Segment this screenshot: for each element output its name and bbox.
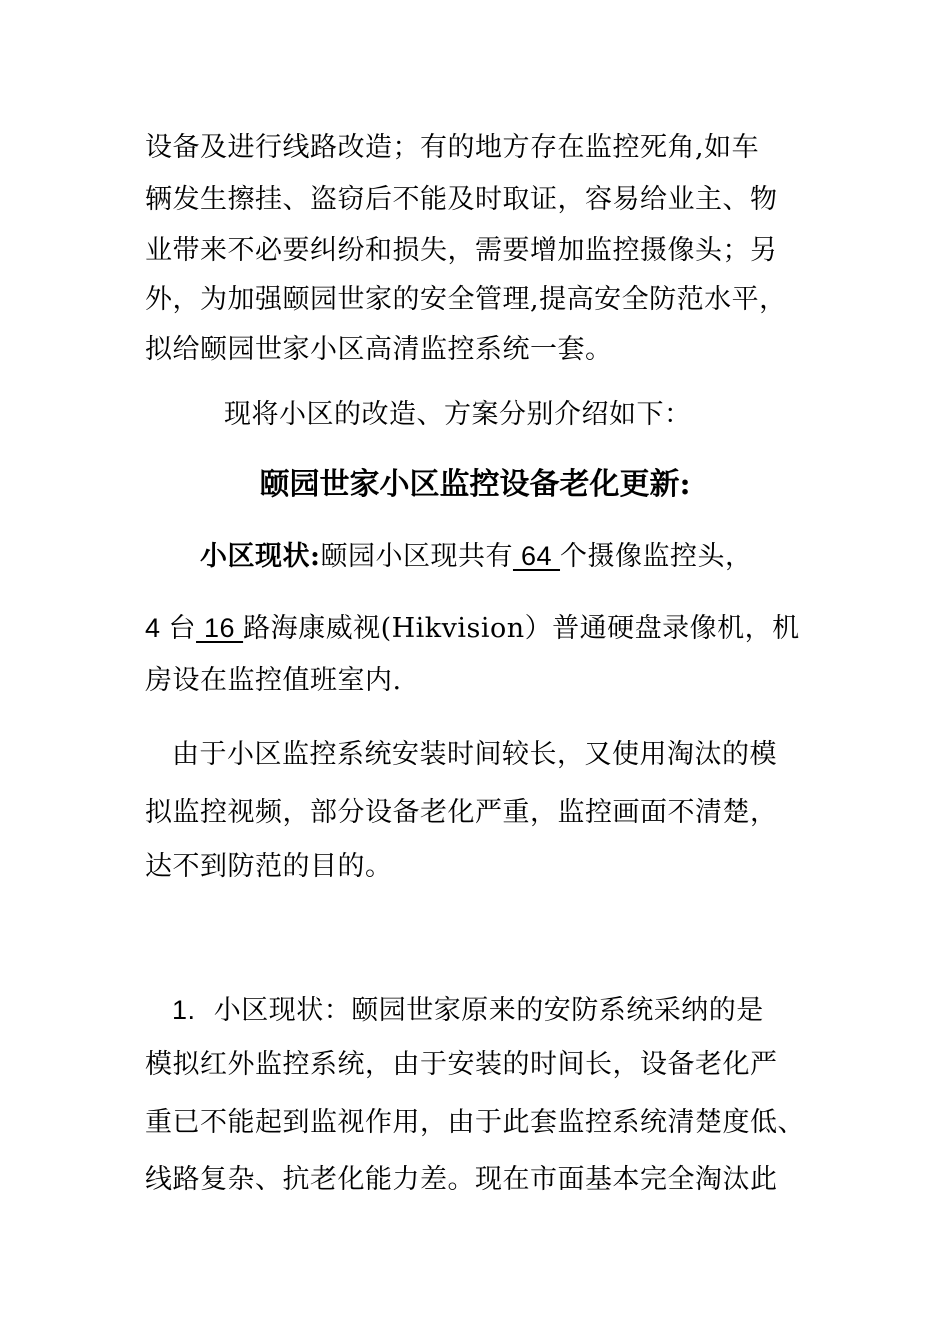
recorder-text: 路海康威视(Hikvision）普通硬盘录像机，机 [243, 613, 800, 644]
recorder-line [145, 611, 800, 646]
status-text: 个摄像监控头， [560, 541, 753, 572]
list-number: 1. [172, 995, 196, 1025]
paragraph-line: 模拟红外监控系统，由于安装的时间长，设备老化严 [145, 1049, 778, 1080]
paragraph-line: 线路复杂、抗老化能力差。现在市面基本完全淘汰此 [145, 1164, 778, 1195]
status-text: 颐园小区现共有 [320, 541, 513, 572]
channel-count: 16 [196, 613, 244, 643]
status-line [200, 539, 753, 574]
list-text: 小区现状：颐园世家原来的安防系统采纳的是 [213, 995, 764, 1026]
paragraph-line: 拟监控视频，部分设备老化严重，监控画面不清楚， [145, 797, 778, 828]
list-item-1 [172, 993, 764, 1028]
paragraph-line: 重已不能起到监视作用，由于此套监控系统清楚度低、 [145, 1107, 805, 1138]
section-heading: 颐园世家小区监控设备老化更新: [259, 467, 691, 502]
intro-line: 现将小区的改造、方案分别介绍如下： [224, 399, 692, 430]
paragraph-line: 房设在监控值班室内. [145, 665, 402, 696]
paragraph-line: 由于小区监控系统安装时间较长，又使用淘汰的模 [172, 739, 777, 770]
paragraph-line: 外，为加强颐园世家的安全管理,提高安全防范水平， [145, 284, 787, 315]
paragraph-line: 达不到防范的目的。 [145, 851, 393, 882]
paragraph-line: 拟给颐园世家小区高清监控系统一套。 [145, 334, 613, 365]
paragraph-line: 设备及进行线路改造；有的地方存在监控死角,如车 [145, 132, 760, 163]
paragraph-line: 辆发生擦挂、盗窃后不能及时取证，容易给业主、物 [145, 184, 778, 215]
paragraph-line: 业带来不必要纠纷和损失，需要增加监控摄像头；另 [145, 235, 778, 266]
camera-count: 64 [512, 541, 561, 571]
status-label: 小区现状: [200, 541, 321, 572]
recorder-count: 4 台 [145, 613, 197, 643]
